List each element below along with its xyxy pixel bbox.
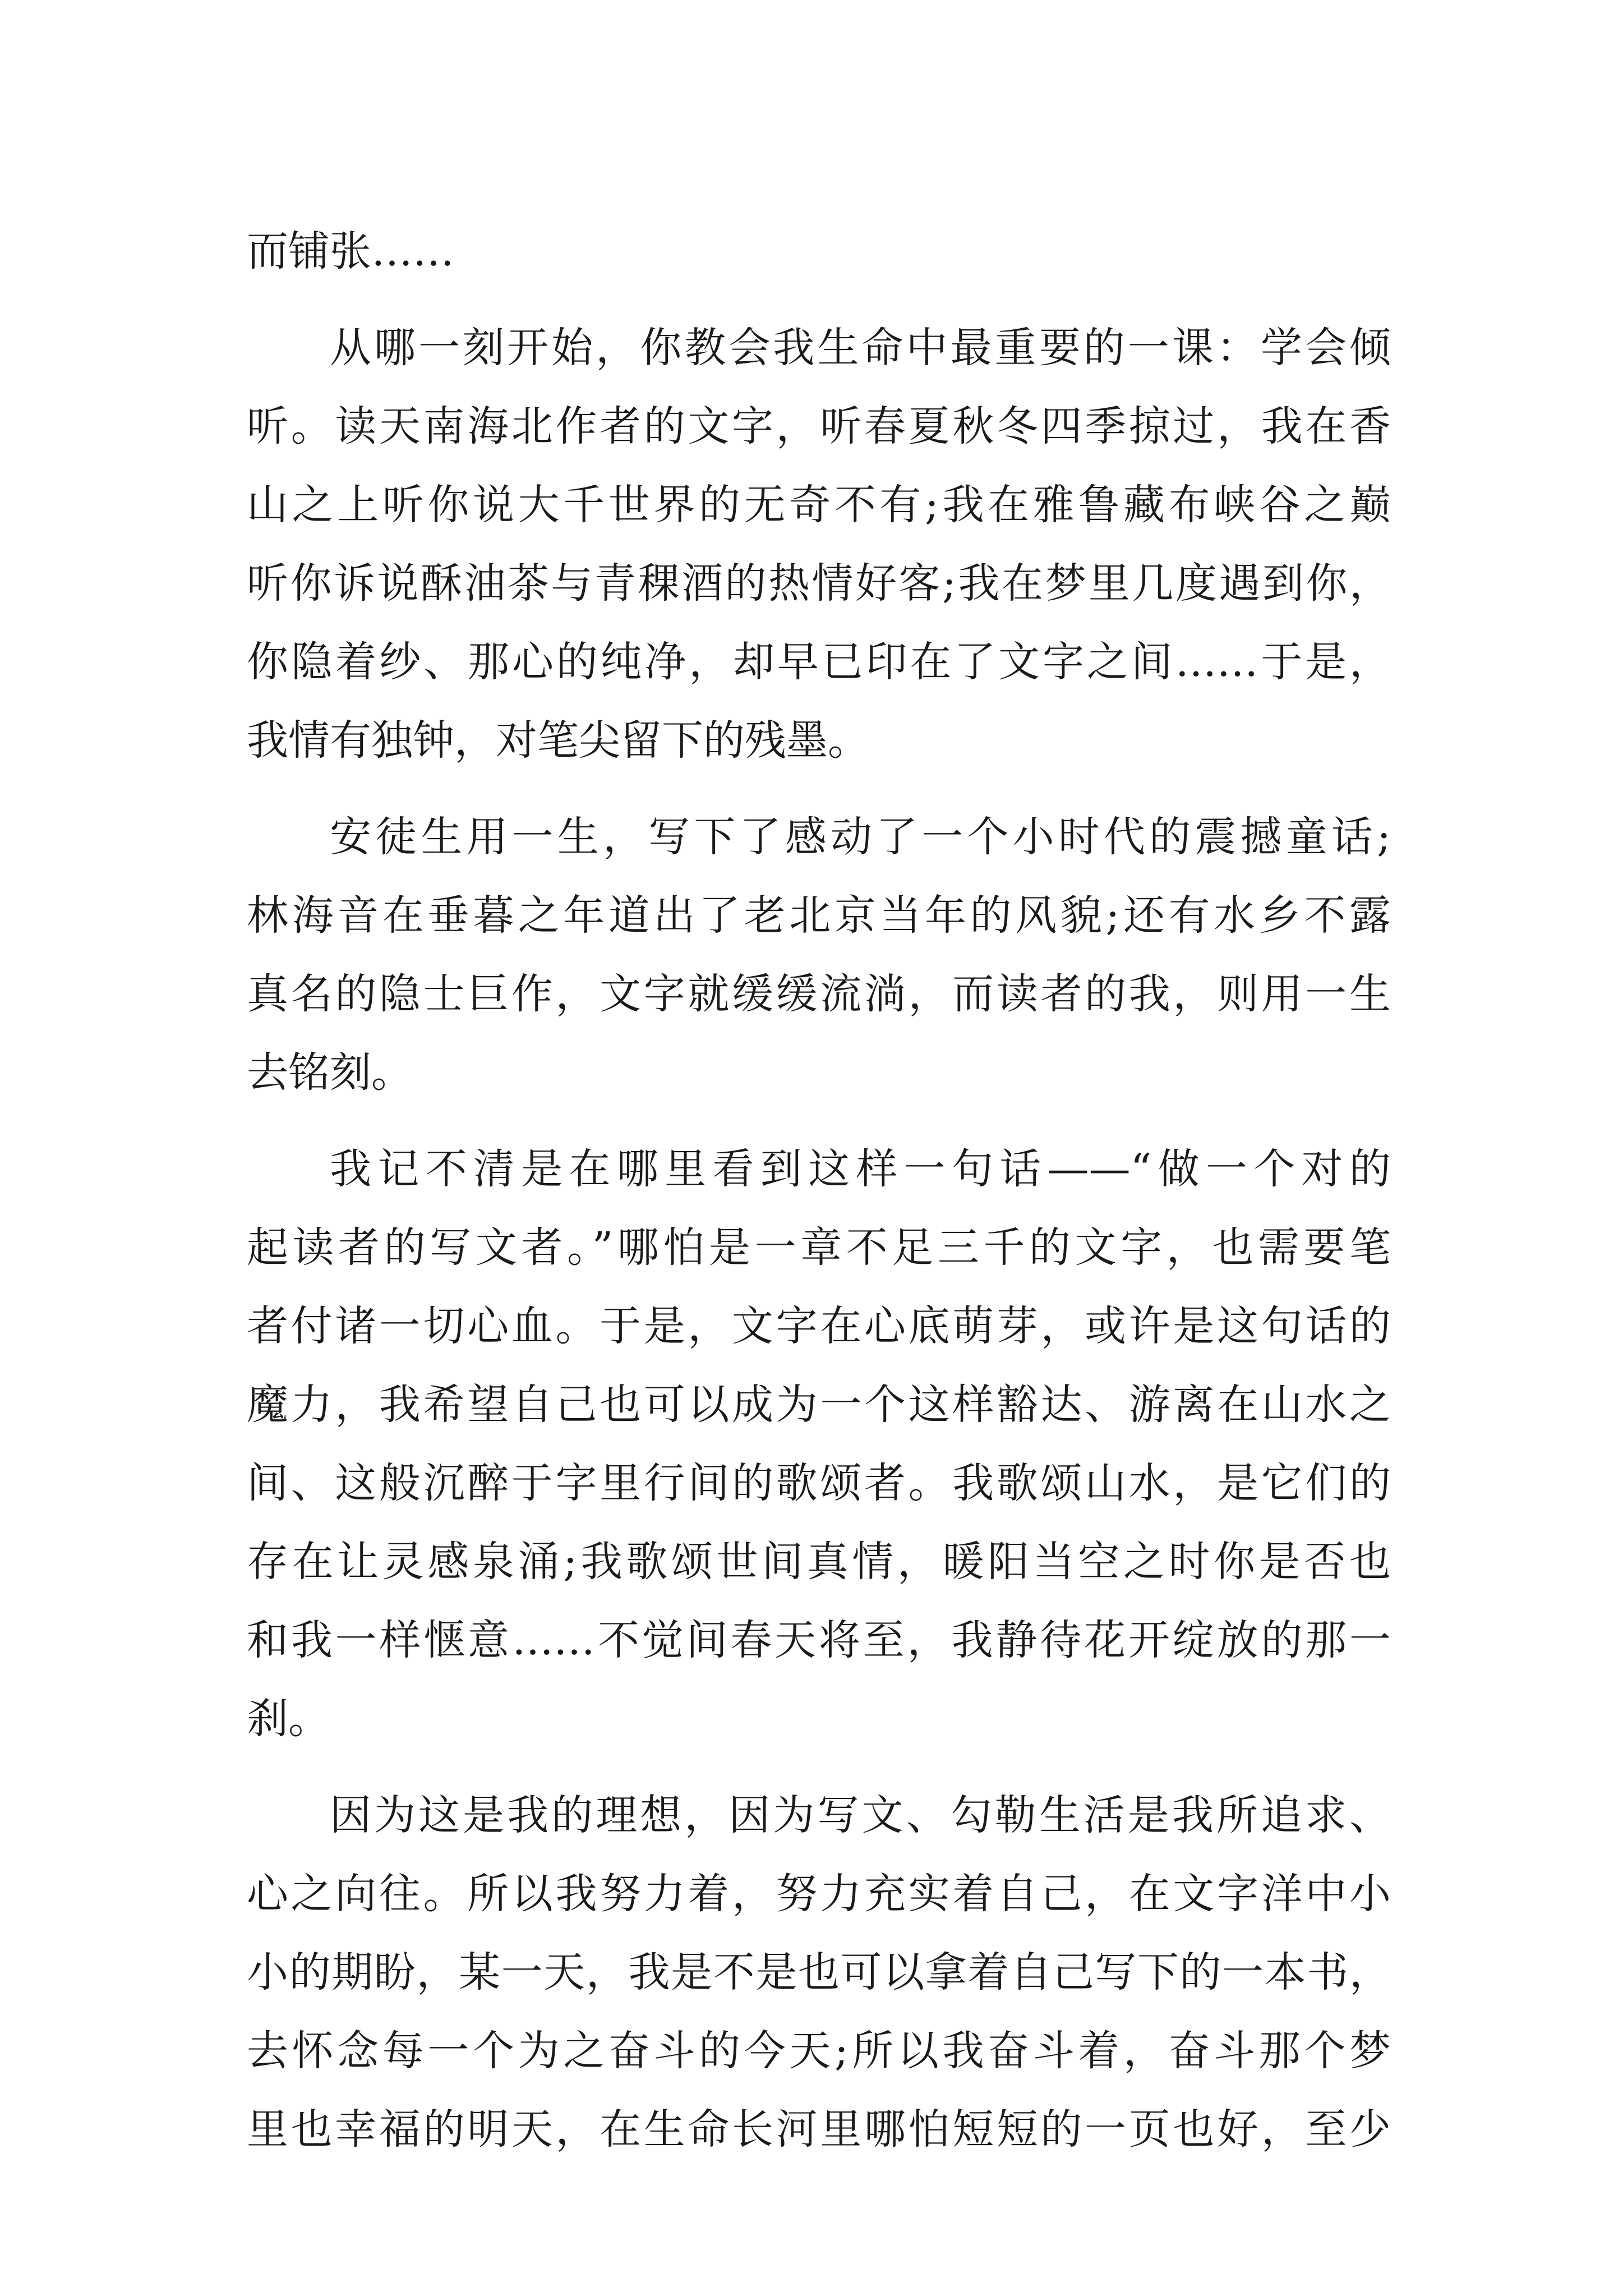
text-line: 安徒生用一生，写下了感动了一个小时代的震撼童话; <box>330 813 1391 861</box>
text-line: 刹。 <box>247 1695 330 1743</box>
text-line: 者付诸一切心血。于是，文字在心底萌芽，或许是这句话的 <box>247 1302 1391 1350</box>
text-line: 山之上听你说大千世界的无奇不有;我在雅鲁藏布峡谷之巅 <box>247 481 1391 529</box>
text-line: 去铭刻。 <box>247 1048 413 1097</box>
text-line: 而铺张…… <box>247 227 454 275</box>
text-line: 真名的隐士巨作，文字就缓缓流淌，而读者的我，则用一生 <box>247 970 1391 1018</box>
text-line: 听。读天南海北作者的文字，听春夏秋冬四季掠过，我在香 <box>247 402 1391 450</box>
text-line: 因为这是我的理想，因为写文、勾勒生活是我所追求、 <box>330 1791 1391 1839</box>
text-line: 间、这般沉醉于字里行间的歌颂者。我歌颂山水，是它们的 <box>247 1459 1391 1507</box>
text-line: 去怀念每一个为之奋斗的今天;所以我奋斗着，奋斗那个梦 <box>247 2027 1391 2075</box>
text-line: 听你诉说酥油茶与青稞酒的热情好客;我在梦里几度遇到你， <box>247 559 1391 608</box>
text-line: 魔力，我希望自己也可以成为一个这样豁达、游离在山水之 <box>247 1381 1391 1429</box>
text-line: 起读者的写文者。”哪怕是一章不足三千的文字，也需要笔 <box>247 1223 1391 1272</box>
text-line: 和我一样惬意……不觉间春天将至，我静待花开绽放的那一 <box>247 1616 1391 1664</box>
text-line: 从哪一刻开始，你教会我生命中最重要的一课：学会倾 <box>330 324 1391 372</box>
text-line: 存在让灵感泉涌;我歌颂世间真情，暖阳当空之时你是否也 <box>247 1538 1391 1586</box>
text-line: 林海音在垂暮之年道出了老北京当年的风貌;还有水乡不露 <box>247 891 1391 940</box>
text-line: 我情有独钟，对笔尖留下的残墨。 <box>247 716 869 765</box>
text-line: 你隐着纱、那心的纯净，却早已印在了文字之间……于是， <box>247 638 1391 686</box>
body-text <box>247 212 1391 2169</box>
text-line: 心之向往。所以我努力着，努力充实着自己，在文字洋中小 <box>247 1870 1391 1918</box>
text-line: 我记不清是在哪里看到这样一句话——“做一个对的 <box>330 1145 1391 1193</box>
text-line: 里也幸福的明天，在生命长河里哪怕短短的一页也好，至少 <box>247 2105 1391 2154</box>
text-line: 小的期盼，某一天，我是不是也可以拿着自己写下的一本书， <box>247 1948 1391 1996</box>
